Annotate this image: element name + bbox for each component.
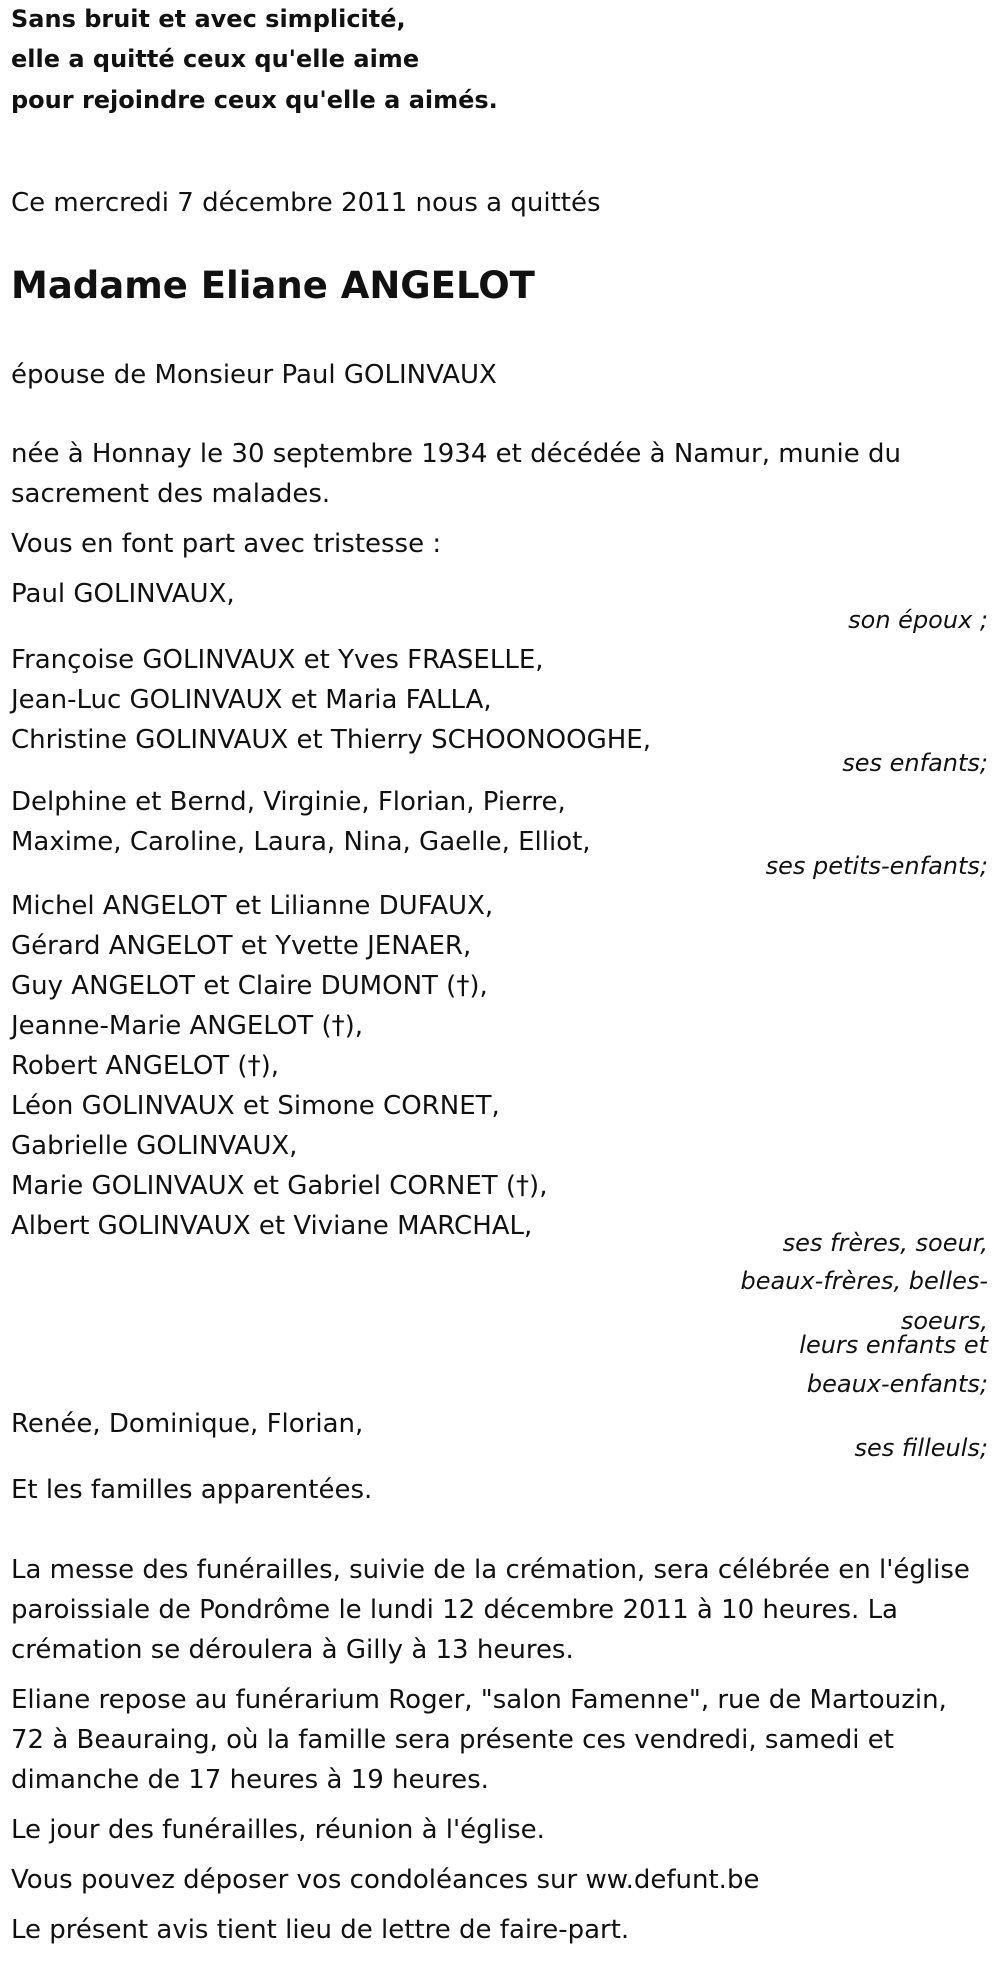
relation-siblings-line: soeurs, [900, 1307, 988, 1335]
grandchild-names: Delphine et Bernd, Virginie, Florian, Pierre, [11, 787, 566, 817]
sibling-name: Gabrielle GOLINVAUX, [11, 1131, 298, 1161]
sibling-name: Robert ANGELOT (†), [11, 1051, 279, 1081]
child-name: Jean-Luc GOLINVAUX et Maria FALLA, [11, 685, 492, 715]
sibling-name: Michel ANGELOT et Lilianne DUFAUX, [11, 891, 494, 921]
announce-line: Vous en font part avec tristesse : [11, 529, 442, 559]
families-line: Et les familles apparentées. [11, 1475, 373, 1505]
ceremony-line-1: La messe des funérailles, suivie de la crémation, sera célébrée en l'église [11, 1555, 970, 1585]
visitation-line-2: 72 à Beauraing, où la famille sera présente ces vendredi, samedi et [11, 1725, 894, 1755]
relation-children: ses enfants; [842, 749, 988, 777]
relation-siblings-line: ses frères, soeur, [782, 1229, 988, 1257]
sibling-name: Léon GOLINVAUX et Simone CORNET, [11, 1091, 500, 1121]
relation-grandchildren: ses petits-enfants; [765, 852, 988, 880]
child-name: Christine GOLINVAUX et Thierry SCHOONOOGHE, [11, 725, 651, 755]
relation-spouse: son époux ; [848, 606, 988, 634]
epigraph-line-3: pour rejoindre ceux qu'elle a aimés. [11, 86, 498, 114]
relation-siblings-line: beaux-enfants; [806, 1370, 988, 1398]
sibling-name: Albert GOLINVAUX et Viviane MARCHAL, [11, 1211, 533, 1241]
child-name: Françoise GOLINVAUX et Yves FRASELLE, [11, 645, 544, 675]
meeting-line: Le jour des funérailles, réunion à l'église. [11, 1815, 545, 1845]
condolences-line: Vous pouvez déposer vos condoléances sur ww.defunt.be [11, 1865, 760, 1895]
birth-death-line-2: sacrement des malades. [11, 479, 331, 509]
relation-siblings-line: beaux-frères, belles- [740, 1267, 988, 1295]
visitation-line-3: dimanche de 17 heures à 19 heures. [11, 1765, 489, 1795]
godchild-names: Renée, Dominique, Florian, [11, 1409, 364, 1439]
family-spouse-name: Paul GOLINVAUX, [11, 579, 235, 609]
notice-line: Le présent avis tient lieu de lettre de faire-part. [11, 1915, 630, 1945]
sibling-name: Gérard ANGELOT et Yvette JENAER, [11, 931, 472, 961]
epigraph-line-2: elle a quitté ceux qu'elle aime [11, 45, 420, 73]
relation-godchildren: ses filleuls; [854, 1434, 988, 1462]
ceremony-line-3: crémation se déroulera à Gilly à 13 heures. [11, 1635, 574, 1665]
spouse-line: épouse de Monsieur Paul GOLINVAUX [11, 360, 497, 390]
deceased-name: Madame Eliane ANGELOT [11, 264, 535, 307]
grandchild-names: Maxime, Caroline, Laura, Nina, Gaelle, Elliot, [11, 827, 591, 857]
epigraph-line-1: Sans bruit et avec simplicité, [11, 5, 406, 33]
birth-death-line-1: née à Honnay le 30 septembre 1934 et décédée à Namur, munie du [11, 439, 902, 469]
sibling-name: Jeanne-Marie ANGELOT (†), [11, 1011, 364, 1041]
visitation-line-1: Eliane repose au funérarium Roger, "salon Famenne", rue de Martouzin, [11, 1685, 947, 1715]
relation-siblings-line: leurs enfants et [799, 1331, 988, 1359]
ceremony-line-2: paroissiale de Pondrôme le lundi 12 décembre 2011 à 10 heures. La [11, 1595, 898, 1625]
sibling-name: Marie GOLINVAUX et Gabriel CORNET (†), [11, 1171, 548, 1201]
intro-line: Ce mercredi 7 décembre 2011 nous a quittés [11, 188, 601, 218]
sibling-name: Guy ANGELOT et Claire DUMONT (†), [11, 971, 488, 1001]
